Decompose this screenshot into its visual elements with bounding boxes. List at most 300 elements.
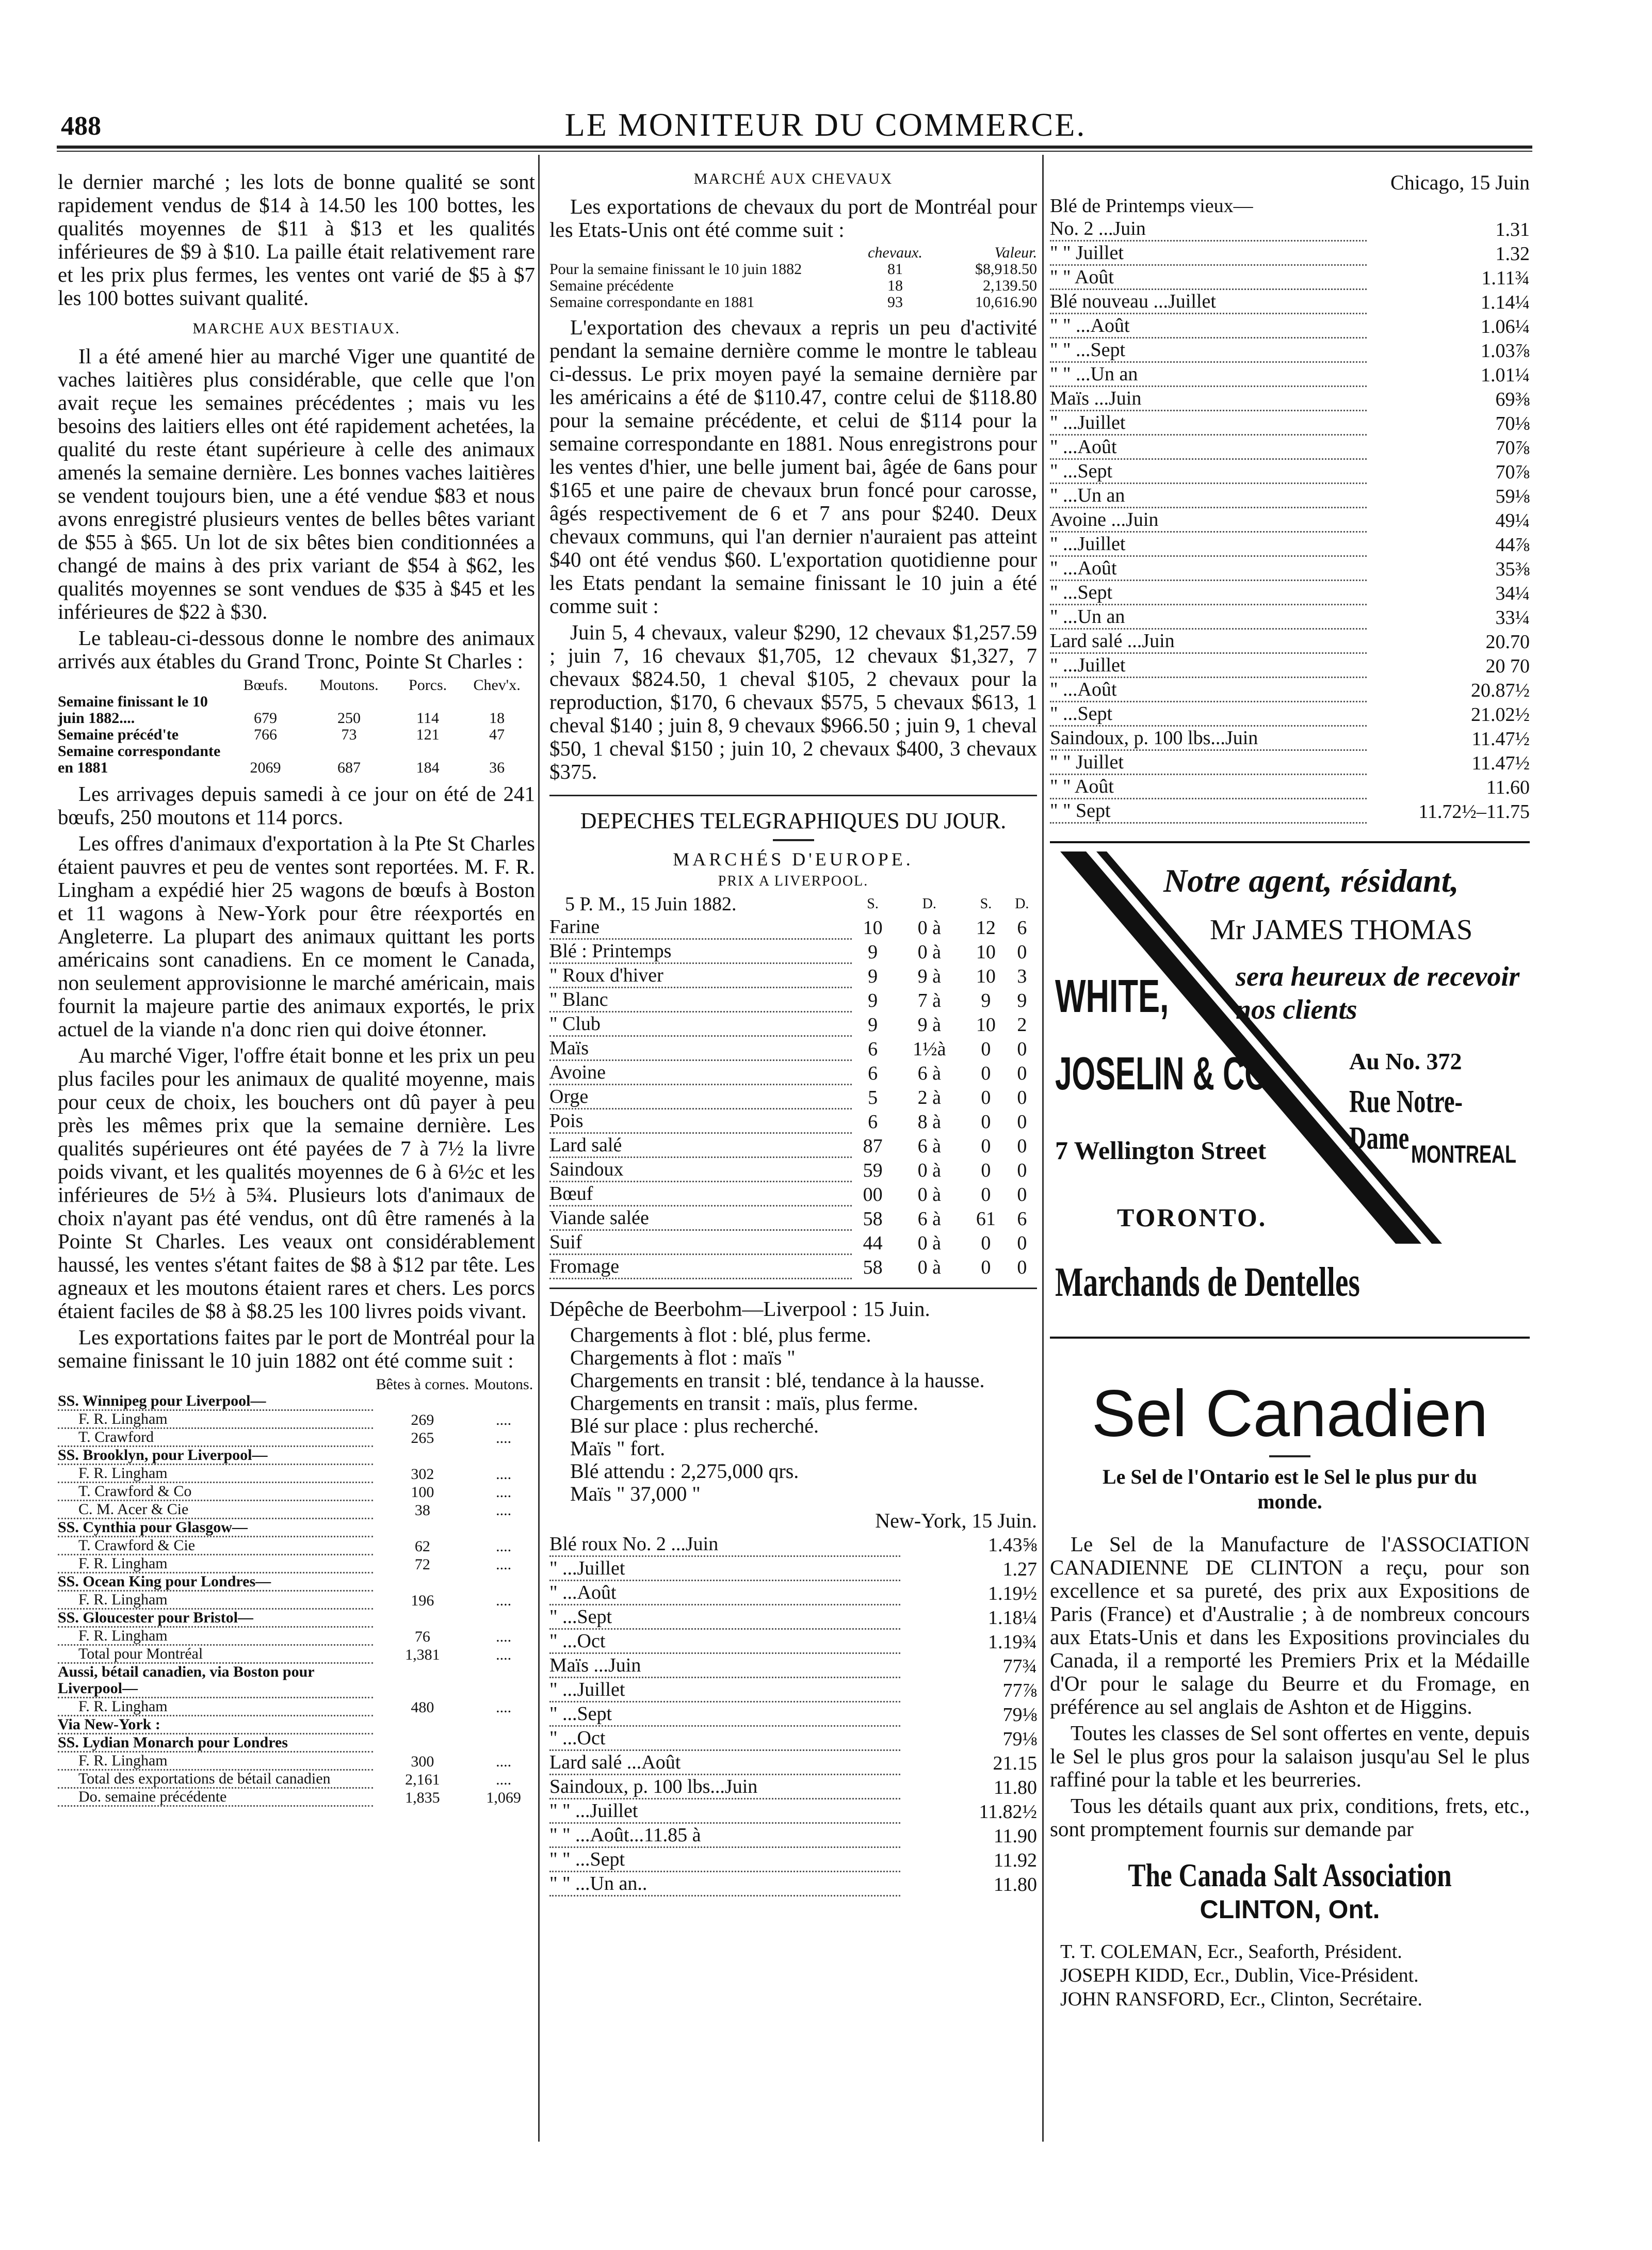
row-label: F. R. Lingham — [58, 1555, 373, 1573]
column-divider — [1042, 155, 1044, 2142]
animals-table — [58, 677, 535, 776]
row-value — [472, 1663, 535, 1698]
row-value: 44 — [863, 1232, 883, 1254]
table-row: Semaine précéd'te 766 73 121 47 — [58, 726, 505, 743]
table-row — [58, 1734, 535, 1752]
row-value: 0 — [1017, 941, 1027, 963]
row-label: Maïs ...Juin — [549, 1653, 900, 1678]
dispatch-line: Chargements à flot : blé, plus ferme. — [570, 1323, 871, 1346]
row-label: Bœuf — [549, 1182, 852, 1206]
table-row — [1050, 338, 1530, 362]
table-row — [1050, 290, 1530, 314]
row-label: " " ...Sept — [549, 1847, 900, 1872]
row-label: Blé nouveau ...Juillet — [1050, 290, 1367, 314]
table-row — [58, 1447, 535, 1465]
row-value: 0 à — [917, 1159, 941, 1181]
row-value: 1,069 — [486, 1789, 521, 1806]
row-label: T. Crawford & Co — [58, 1483, 373, 1501]
table-header: Bêtes à cornes. — [376, 1376, 469, 1393]
row-label: " " Sept — [1050, 799, 1367, 823]
row-value: 1.18¼ — [988, 1606, 1037, 1629]
row-value: 0 — [981, 1256, 991, 1278]
row-value: 1.19½ — [988, 1582, 1037, 1604]
table-row — [1050, 653, 1530, 678]
row-value — [373, 1609, 473, 1627]
row-value: 11.90 — [993, 1825, 1037, 1847]
row-label: " " ...Un an — [1050, 362, 1367, 387]
row-value: 0 — [1017, 1086, 1027, 1108]
row-value: 269 — [411, 1411, 434, 1428]
row-label: Farine — [549, 915, 852, 939]
column-1 — [58, 170, 535, 1807]
row-value: 6 — [1017, 917, 1027, 939]
table-row — [549, 963, 1037, 988]
row-value: 20.70 — [1485, 631, 1530, 653]
row-value: 1.43⅝ — [988, 1534, 1037, 1556]
row-label: " ...Oct — [549, 1629, 900, 1653]
row-value: .... — [496, 1628, 512, 1645]
salt-ad — [1050, 1378, 1530, 2011]
row-value: 1,381 — [405, 1646, 440, 1663]
horses-table — [549, 245, 1037, 311]
column-3 — [1050, 170, 1530, 824]
row-value: 34¼ — [1495, 582, 1530, 604]
table-row — [58, 1698, 535, 1716]
row-label: " ...Juillet — [1050, 653, 1367, 678]
ad-address: Au No. 372 — [1349, 1048, 1462, 1074]
newyork-prices-table — [549, 1533, 1037, 1897]
section-heading: DEPECHES TELEGRAPHIQUES DU JOUR. — [580, 808, 1007, 833]
row-label: " " ...Juillet — [549, 1799, 900, 1823]
row-label: " ...Sept — [1050, 459, 1367, 484]
table-row — [549, 1750, 1037, 1775]
lace-merchants-ad — [1050, 841, 1530, 1357]
row-value: 196 — [411, 1592, 434, 1609]
row-value: 76 — [414, 1628, 430, 1645]
row-value: 0 — [1017, 1062, 1027, 1084]
row-value: 0 — [1017, 1183, 1027, 1206]
table-row — [1050, 411, 1530, 435]
row-value: 9 — [1017, 989, 1027, 1011]
table-header: Moutons. — [474, 1376, 533, 1393]
table-row — [549, 1036, 1037, 1060]
paragraph: Il a été amené hier au marché Viger une quantité de vaches laitières plus considérable, que celle que l'on avait reçue les semaines précédentes ; mais vu les besoins des laitiers elles ont été rapidement achetées, la qualité du reste étant supérieure à celle des animaux amenés la semaine dernière. Les bonnes vaches laitières se vendent toujours bien, une a été vendue $83 et nous avons enregistré plusieurs ventes de belles bêtes variant de $55 à $65. Un lot de six bêtes bien conditionnées a changé de mains à des prix variant de $54 à $62, les qualités moyennes se sont vendues de $35 à $45 et les inférieures de $22 à $30. — [58, 344, 535, 623]
row-value: 10 — [976, 965, 996, 987]
row-value: 6 à — [917, 1135, 941, 1157]
row-label: " Club — [549, 1012, 852, 1036]
row-value: 77⅞ — [1002, 1679, 1037, 1701]
row-label: " ...Sept — [549, 1605, 900, 1629]
row-value — [472, 1734, 535, 1752]
paragraph: Le Sel de la Manufacture de l'ASSOCIATION CANADIENNE DE CLINTON a reçu, pour son excellence et sa pureté, des prix aux Expositions de Paris (France) et d'Australie ; à de nombreux concours aux Etats-Unis et dans les Expositions provinciales du Canada, il a remporté les Premiers Prix et la Médaille d'Or pour le salage du Beurre et du Fromage, en préférence au sel anglais de Ashton et de Higgins. — [1050, 1532, 1530, 1718]
ad-street: 7 Wellington Street — [1055, 1136, 1267, 1165]
row-label: Saindoux — [549, 1158, 852, 1182]
table-row — [549, 1085, 1037, 1109]
row-value: 79⅛ — [1002, 1728, 1037, 1750]
row-value: 35⅜ — [1495, 558, 1530, 580]
table-row — [58, 1573, 535, 1591]
table-row — [549, 988, 1037, 1012]
table-row — [1050, 435, 1530, 459]
table-row — [1050, 362, 1530, 387]
ad-company: JOSELIN & CO — [1055, 1048, 1268, 1100]
table-row: Semaine correspondante en 1881 93 10,616.90 — [549, 294, 1037, 311]
subheading: MARCHÉS D'EUROPE. — [673, 849, 914, 870]
date-label: 5 P. M., 15 Juin 1882. — [565, 893, 737, 915]
short-rule — [773, 839, 814, 841]
row-value: 0 à — [917, 1256, 941, 1278]
table-row — [1050, 799, 1530, 823]
row-value: 2 à — [917, 1086, 941, 1108]
ad-city: MONTREAL — [1411, 1141, 1516, 1168]
row-value: 20 70 — [1485, 655, 1530, 677]
row-value — [472, 1573, 535, 1591]
table-row — [58, 1627, 535, 1645]
row-value: .... — [496, 1646, 512, 1663]
row-value: 6 — [868, 1038, 878, 1060]
row-value — [373, 1734, 473, 1752]
row-label: " ...Août — [1050, 556, 1367, 581]
row-value: 11.82½ — [979, 1801, 1037, 1823]
row-label: " " ...Sept — [1050, 338, 1367, 362]
column-divider — [538, 155, 540, 2142]
row-value: 49¼ — [1495, 509, 1530, 532]
row-value: 480 — [411, 1698, 434, 1716]
row-value: 58 — [863, 1208, 883, 1230]
row-value: 6 à — [917, 1062, 941, 1084]
table-row — [549, 1206, 1037, 1230]
row-label: " " Août — [1050, 775, 1367, 799]
row-value: 9 — [868, 1014, 878, 1036]
row-value: .... — [496, 1698, 512, 1716]
ad-city: TORONTO. — [1117, 1203, 1267, 1232]
table-row — [1050, 726, 1530, 750]
dispatch-line: Chargements en transit : maïs, plus ferme. — [570, 1391, 918, 1415]
row-label: " " ...Un an.. — [549, 1872, 900, 1896]
row-value — [472, 1447, 535, 1465]
row-value: 20.87½ — [1471, 679, 1530, 701]
table-row — [549, 1158, 1037, 1182]
table-row — [1050, 750, 1530, 775]
row-label: F. R. Lingham — [58, 1698, 373, 1716]
row-value — [373, 1393, 473, 1410]
row-value: 1.27 — [1002, 1558, 1037, 1580]
row-label: " ...Juillet — [549, 1556, 900, 1581]
table-row — [549, 1230, 1037, 1255]
row-value: 11.92 — [993, 1849, 1037, 1871]
row-value: 0 — [1017, 1135, 1027, 1157]
table-row — [549, 1533, 1037, 1556]
row-value: 0 — [981, 1062, 991, 1084]
row-value: 0 — [981, 1159, 991, 1181]
row-value: 0 — [981, 1135, 991, 1157]
row-label: T. Crawford & Cie — [58, 1537, 373, 1555]
dispatch-line: Chargements à flot : maïs " — [570, 1346, 796, 1369]
table-header: Valeur. — [994, 244, 1037, 261]
row-value: 1.03⅞ — [1481, 340, 1530, 362]
row-value: .... — [496, 1465, 512, 1483]
table-row — [549, 1678, 1037, 1702]
table-row — [58, 1752, 535, 1770]
row-value: .... — [496, 1555, 512, 1573]
table-row — [549, 1872, 1037, 1896]
row-label: " ...Août — [1050, 678, 1367, 702]
row-value: 1.19¾ — [988, 1631, 1037, 1653]
row-label: Fromage — [549, 1255, 852, 1279]
row-label: SS. Ocean King pour Londres— — [58, 1573, 373, 1591]
row-value: 79⅛ — [1002, 1703, 1037, 1726]
row-value: 0 — [981, 1232, 991, 1254]
dispatch-line: Blé sur place : plus recherché. — [570, 1414, 819, 1437]
table-header: Moutons. — [319, 677, 379, 694]
row-label: " ...Un an — [1050, 605, 1367, 629]
row-label: Viande salée — [549, 1206, 852, 1230]
table-row: Semaine précédente 18 2,139.50 — [549, 277, 1037, 294]
table-row — [549, 1629, 1037, 1653]
row-label: " ...Juillet — [1050, 532, 1367, 556]
row-value: 8 à — [917, 1111, 941, 1133]
row-value: 11.47½ — [1471, 728, 1530, 750]
row-value: 11.72½–11.75 — [1418, 800, 1530, 823]
row-label: No. 2 ...Juin — [1050, 217, 1367, 241]
table-row — [58, 1645, 535, 1663]
row-label: Do. semaine précédente — [58, 1788, 373, 1806]
column-2 — [549, 170, 1037, 1897]
row-value: 0 à — [917, 1183, 941, 1206]
table-row — [549, 1182, 1037, 1206]
row-value: 1.01¼ — [1481, 364, 1530, 386]
row-value: 5 — [868, 1086, 878, 1108]
row-label: Blé roux No. 2 ...Juin — [549, 1533, 900, 1556]
row-value — [472, 1393, 535, 1410]
table-row — [58, 1519, 535, 1537]
officer-line: JOHN RANSFORD, Ecr., Clinton, Secrétaire. — [1060, 1988, 1422, 2010]
salt-ad-title: Sel Canadien — [1091, 1377, 1488, 1451]
table-row — [549, 1823, 1037, 1847]
row-value: 0 — [1017, 1038, 1027, 1060]
table-row — [1050, 556, 1530, 581]
paragraph: Les exportations de chevaux du port de Montréal pour les Etats-Unis ont été comme suit : — [549, 195, 1037, 242]
table-header: Chev'x. — [473, 677, 521, 694]
liverpool-prices-table: 5 P. M., 15 Juin 1882. S. D. S. D. Farine 10 0 à 12 6 Blé : Printemps 9 0 à 10 0 " Roux d'hiver 9 9 à 10 3 " Blanc 9 7 à 9 9 " Club 9 9 à 10 2 Maïs 6 1½à 0 0 Avoine 6 6 à 0 0 Orge 5 2 à 0 0 Pois 6 8 à 0 0 Lard salé 87 6 à 0 0 Saindoux 59 0 à 0 0 Bœuf 00 0 à 0 0 Viande salée 58 6 à 61 6 Suif 44 0 à 0 0 Fromage 58 0 à 0 0 — [549, 893, 1037, 1279]
section-rule — [549, 1288, 1037, 1289]
table-row — [1050, 629, 1530, 653]
ad-agent-line: Notre agent, résidant, — [1163, 862, 1459, 899]
table-row — [549, 1702, 1037, 1726]
row-value — [373, 1663, 473, 1698]
row-label: Maïs — [549, 1036, 852, 1060]
table-row — [58, 1465, 535, 1483]
row-label: " ...Un an — [1050, 484, 1367, 508]
table-row — [1050, 532, 1530, 556]
row-value: 0 à — [917, 1232, 941, 1254]
row-label: SS. Winnipeg pour Liverpool— — [58, 1393, 373, 1410]
subheading: PRIX A LIVERPOOL. — [718, 873, 869, 889]
row-label: Suif — [549, 1230, 852, 1255]
row-label: Total des exportations de bétail canadien — [58, 1770, 373, 1788]
row-label: C. M. Acer & Cie — [58, 1501, 373, 1519]
table-row — [549, 1581, 1037, 1605]
row-value: 0 — [981, 1183, 991, 1206]
table-row — [1050, 195, 1530, 217]
row-label: Blé : Printemps — [549, 939, 852, 963]
row-label: Avoine ...Juin — [1050, 508, 1367, 532]
row-value: 59⅛ — [1495, 485, 1530, 507]
table-row — [58, 1716, 535, 1734]
row-value: .... — [496, 1753, 512, 1770]
row-value: 58 — [863, 1256, 883, 1278]
table-row — [1050, 484, 1530, 508]
row-value: 70⅛ — [1495, 412, 1530, 435]
row-value: 2,161 — [405, 1771, 440, 1788]
table-row — [549, 1109, 1037, 1133]
row-label: " " Juillet — [1050, 750, 1367, 775]
row-value: 100 — [411, 1483, 434, 1501]
row-label: " ...Juillet — [549, 1678, 900, 1702]
row-value: 44⅞ — [1495, 534, 1530, 556]
table-row — [1050, 387, 1530, 411]
row-value: 21.15 — [993, 1752, 1037, 1774]
row-value: 7 à — [917, 989, 941, 1011]
row-value: 265 — [411, 1429, 434, 1447]
row-label: Blé de Printemps vieux— — [1050, 195, 1253, 217]
page-number: 488 — [61, 111, 101, 141]
row-label: " ...Sept — [1050, 702, 1367, 726]
row-value: 0 — [981, 1111, 991, 1133]
table-row — [58, 1483, 535, 1501]
paragraph: Le tableau-ci-dessous donne le nombre des animaux arrivés aux étables du Grand Tronc, Pointe St Charles : — [58, 626, 535, 673]
row-value: 11.60 — [1486, 776, 1530, 798]
ad-agent-line: sera heureux de recevoir nos clients — [1236, 961, 1520, 1025]
row-value: 9 — [981, 989, 991, 1011]
row-label: T. Crawford — [58, 1428, 373, 1447]
row-value: 1.14¼ — [1481, 291, 1530, 313]
row-label: " " Juillet — [1050, 241, 1367, 265]
table-row — [58, 1393, 535, 1410]
dispatch-line: Blé attendu : 2,275,000 qrs. — [570, 1459, 799, 1483]
row-value: 77¾ — [1002, 1655, 1037, 1677]
dispatch-heading: Dépêche de Beerbohm—Liverpool : 15 Juin. — [549, 1297, 930, 1321]
row-value: 10 — [863, 917, 883, 939]
row-label: " ...Oct — [549, 1726, 900, 1750]
table-header: Bœufs. — [243, 677, 288, 694]
table-row — [549, 1133, 1037, 1158]
header-rule — [57, 146, 1532, 149]
table-row — [549, 1012, 1037, 1036]
row-value: 0 — [1017, 1111, 1027, 1133]
row-value: 33¼ — [1495, 606, 1530, 629]
row-value: .... — [496, 1429, 512, 1447]
table-row: Pour la semaine finissant le 10 juin 1882 81 $8,918.50 — [549, 261, 1037, 278]
row-value: 11.47½ — [1471, 752, 1530, 774]
paragraph: Les offres d'animaux d'exportation à la Pte St Charles étaient pauvres et peu de ventes sont reportées. M. F. R. Lingham a expédié hier 25 wagons de bœufs à Boston et 11 wagons à New-York pour être réexportés en Angleterre. La plupart des animaux quittant les ports américains sont canadiens. En ce moment le Canada, non seulement approvisionne le marché américain, mais fournit la majeure partie des animaux exportés, le prix actuel de la viande n'a donc rien qui doive étonner. — [58, 831, 535, 1041]
row-value: 0 — [1017, 1256, 1027, 1278]
table-row — [1050, 508, 1530, 532]
row-label: " ...Sept — [549, 1702, 900, 1726]
row-label: F. R. Lingham — [58, 1752, 373, 1770]
table-row: Semaine correspondante en 1881 2069 687 184 36 — [58, 743, 505, 776]
row-value: 6 — [868, 1062, 878, 1084]
section-heading: MARCHÉ AUX CHEVAUX — [693, 170, 893, 187]
ad-tagline: Marchands de Dentelles — [1055, 1260, 1360, 1305]
row-label: SS. Brooklyn, pour Liverpool— — [58, 1447, 373, 1465]
row-label: F. R. Lingham — [58, 1410, 373, 1428]
row-value: 1.11¾ — [1481, 267, 1530, 289]
table-row — [549, 1726, 1037, 1750]
table-row: Semaine finissant le 10 juin 1882.... 679 250 114 18 — [58, 693, 505, 727]
table-row — [1050, 241, 1530, 265]
row-value: 12 — [976, 917, 996, 939]
row-label: " " ...Août — [1050, 314, 1367, 338]
row-label: Aussi, bétail canadien, via Boston pour Liverpool— — [58, 1663, 373, 1698]
row-label: Lard salé ...Juin — [1050, 629, 1367, 653]
row-label: Saindoux, p. 100 lbs...Juin — [549, 1775, 900, 1799]
table-row — [1050, 217, 1530, 241]
row-value: 59 — [863, 1159, 883, 1181]
row-label: " ...Août — [549, 1581, 900, 1605]
row-value: 11.80 — [993, 1873, 1037, 1895]
row-value: 70⅞ — [1495, 437, 1530, 459]
dispatch-line: Maïs " fort. — [570, 1437, 666, 1460]
row-label: Orge — [549, 1085, 852, 1109]
ad-address: Rue Notre-Dame — [1349, 1084, 1463, 1156]
row-value: .... — [496, 1592, 512, 1609]
table-row — [1050, 678, 1530, 702]
table-row — [549, 1847, 1037, 1872]
table-row — [58, 1501, 535, 1519]
row-value: 0 à — [917, 941, 941, 963]
row-value: 21.02½ — [1471, 703, 1530, 726]
row-value — [472, 1519, 535, 1537]
dispatch-lines — [549, 1324, 1037, 1505]
row-value — [472, 1609, 535, 1627]
officer-line: T. T. COLEMAN, Ecr., Seaforth, Président. — [1060, 1941, 1402, 1963]
salt-ad-city: CLINTON, Ont. — [1200, 1895, 1380, 1924]
row-value: 11.80 — [993, 1776, 1037, 1798]
row-label: SS. Cynthia pour Glasgow— — [58, 1519, 373, 1537]
row-label: Pois — [549, 1109, 852, 1133]
row-value: 6 — [868, 1111, 878, 1133]
row-value: 9 — [868, 941, 878, 963]
row-value: 9 — [868, 965, 878, 987]
row-label: " ...Août — [1050, 435, 1367, 459]
row-label: " Blanc — [549, 988, 852, 1012]
row-value: 1.31 — [1495, 218, 1530, 240]
row-label: Lard salé — [549, 1133, 852, 1158]
table-row — [549, 1605, 1037, 1629]
table-row — [58, 1788, 535, 1806]
table-row — [58, 1609, 535, 1627]
table-row — [1050, 702, 1530, 726]
officer-line: JOSEPH KIDD, Ecr., Dublin, Vice-Président. — [1060, 1965, 1419, 1986]
table-row — [58, 1770, 535, 1788]
table-row — [58, 1555, 535, 1573]
salt-ad-company: The Canada Salt Association — [1128, 1857, 1452, 1893]
row-value: 3 — [1017, 965, 1027, 987]
table-row — [58, 1663, 535, 1698]
table-header: chevaux. — [868, 244, 922, 261]
row-label: Total pour Montréal — [58, 1645, 373, 1663]
row-value: 72 — [414, 1555, 430, 1573]
table-header: Porcs. — [409, 677, 447, 694]
salt-ad-subtitle: Le Sel de l'Ontario est le Sel le plus pur du monde. — [1103, 1465, 1477, 1513]
table-row — [549, 1799, 1037, 1823]
row-value: 0 à — [917, 917, 941, 939]
paragraph: Toutes les classes de Sel sont offertes en vente, depuis le Sel le plus gros pour la salaison jusqu'au Sel le plus raffiné pour la table et les beurreries. — [1050, 1721, 1530, 1791]
row-label: SS. Lydian Monarch pour Londres — [58, 1734, 373, 1752]
table-row — [549, 1556, 1037, 1581]
newspaper-title: LE MONITEUR DU COMMERCE. — [564, 106, 1087, 143]
